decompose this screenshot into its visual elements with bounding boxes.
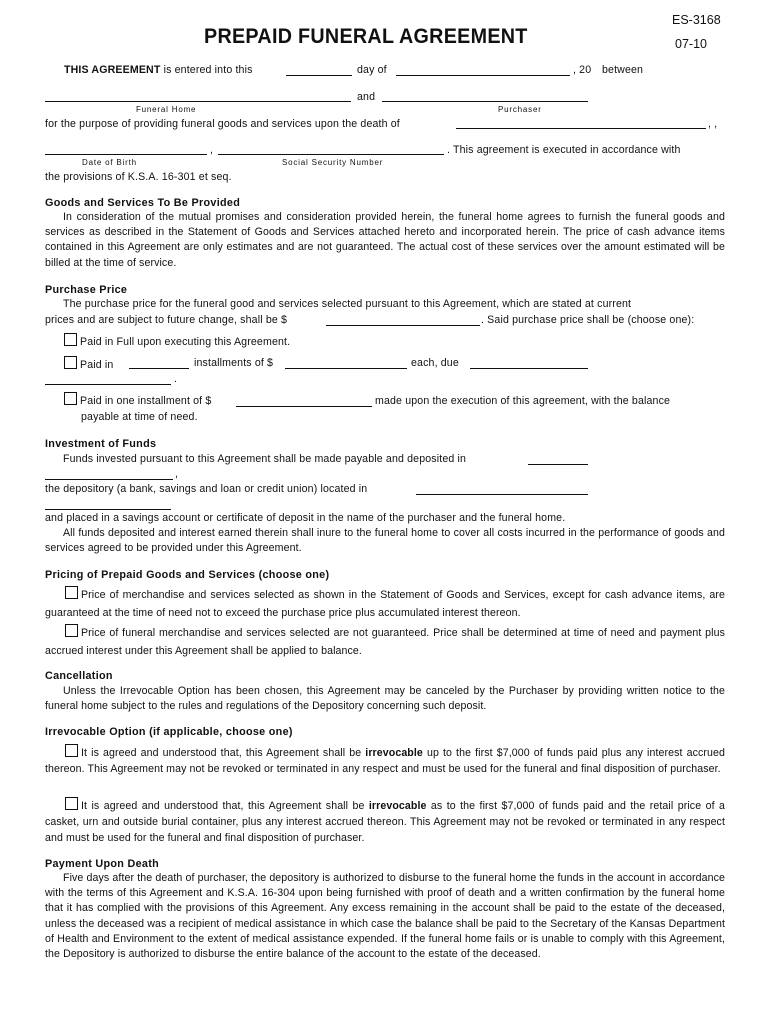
- purchaser-field[interactable]: [382, 101, 588, 102]
- funeral-home-field[interactable]: [45, 101, 351, 102]
- year-text: , 20: [573, 64, 592, 76]
- investment-line3: and placed in a savings account or certificate of deposit in the name of the purchaser and the funeral home.: [45, 512, 566, 524]
- paid-one-checkbox[interactable]: [64, 392, 77, 405]
- purchaser-label: Purchaser: [498, 105, 542, 114]
- paid-full-label: Paid in Full upon executing this Agreement.: [80, 336, 291, 348]
- paid-install-option: [64, 356, 113, 371]
- between-text: between: [602, 64, 644, 76]
- irrevocable-option-1: [45, 744, 725, 777]
- purchase-price-field[interactable]: [326, 325, 480, 326]
- pricing-guaranteed-checkbox[interactable]: [65, 586, 78, 599]
- intro-line: [64, 64, 253, 76]
- paid-one-option: [64, 392, 211, 407]
- purchase-price-heading: Purchase Price: [45, 284, 128, 296]
- installments-of-text: installments of $: [194, 357, 274, 369]
- agreement-label: THIS AGREEMENT: [64, 64, 161, 76]
- paid-one-text-c: payable at time of need.: [81, 411, 198, 423]
- dob-field[interactable]: [45, 154, 207, 155]
- installments-count-field[interactable]: [129, 368, 189, 369]
- pricing-option-2: [45, 624, 725, 660]
- irrevocable-option-2-text-a: It is agreed and understood that, this Agreement shall be: [81, 800, 365, 812]
- deceased-name-field[interactable]: [456, 128, 706, 129]
- page-title: PREPAID FUNERAL AGREEMENT: [204, 25, 528, 48]
- funeral-home-label: Funeral Home: [136, 105, 197, 114]
- comma-text-2: ,: [210, 144, 214, 156]
- investment-line4: All funds deposited and interest earned therein shall inure to the funeral home to cover all costs incurred in the performance of goods and services agreed to be provided under this Agreement.: [45, 527, 725, 555]
- depository-name-field[interactable]: [528, 464, 588, 465]
- installment-amount-field[interactable]: [285, 368, 407, 369]
- goods-heading: Goods and Services To Be Provided: [45, 197, 241, 209]
- period-text: .: [174, 373, 178, 385]
- one-installment-field[interactable]: [236, 406, 372, 407]
- irrevocable-option-1-text-a: It is agreed and understood that, this Agreement shall be: [81, 747, 362, 759]
- each-due-text: each, due: [411, 357, 459, 369]
- pricing-option-1: [45, 586, 725, 622]
- ssn-label: Social Security Number: [282, 158, 384, 167]
- irrevocable-option-2: [45, 797, 725, 847]
- paid-one-label: Paid in one installment of $: [80, 395, 212, 407]
- cancellation-text: Unless the Irrevocable Option has been chosen, this Agreement may be canceled by the Purchaser by providing written notice to the funeral home subject to the rules and regulations of the Depository concerning such deposit.: [45, 685, 725, 713]
- irrevocable-option-1-bold: irrevocable: [365, 747, 423, 759]
- pricing-heading: Pricing of Prepaid Goods and Services (choose one): [45, 569, 330, 581]
- goods-text: In consideration of the mutual promises and consideration provided herein, the funeral home agrees to furnish the funeral goods and services as described in the Statement of Goods and Services attached hereto and incorporated herein. The price of cash advance items contained in this Agreement are only estimates and are not guaranteed. The actual cost of these services over the amount estimated will be billed at the time of service.: [45, 211, 725, 269]
- and-text: and: [357, 91, 376, 103]
- purpose-text: for the purpose of providing funeral goods and services upon the death of: [45, 118, 400, 130]
- paid-install-label: Paid in: [80, 359, 114, 371]
- month-field[interactable]: [396, 75, 570, 76]
- payment-death-heading: Payment Upon Death: [45, 858, 159, 870]
- pricing-option-1-text: Price of merchandise and services selected as shown in the Statement of Goods and Services, except for cash advance items, are guaranteed at the time of need not to exceed the purchase price plus accumulated interest thereon.: [45, 589, 725, 619]
- investment-comma: ,: [175, 468, 179, 480]
- day-field[interactable]: [286, 75, 352, 76]
- ssn-field[interactable]: [218, 154, 444, 155]
- pricing-not-guaranteed-checkbox[interactable]: [65, 624, 78, 637]
- due-field-continued[interactable]: [45, 384, 171, 385]
- investment-line1: Funds invested pursuant to this Agreement shall be made payable and deposited in: [63, 453, 467, 465]
- paid-full-checkbox[interactable]: [64, 333, 77, 346]
- investment-line2: the depository (a bank, savings and loan or credit union) located in: [45, 483, 368, 495]
- due-field[interactable]: [470, 368, 588, 369]
- form-date: 07-10: [675, 37, 707, 51]
- paid-install-checkbox[interactable]: [64, 356, 77, 369]
- form-number: ES-3168: [672, 13, 721, 27]
- provisions-text: the provisions of K.S.A. 16-301 et seq.: [45, 171, 232, 183]
- paid-one-text-b: made upon the execution of this agreement, with the balance: [375, 395, 671, 407]
- irrevocable-option-1-text-b: up to the first $7,000 of funds paid plus any interest accrued thereon. This Agreement may not be revoked or terminated in any respect and must be used for the funeral and final disposition of purchaser.: [45, 747, 725, 776]
- irrevocable-heading: Irrevocable Option (if applicable, choose one): [45, 726, 293, 738]
- depository-location-field[interactable]: [416, 494, 588, 495]
- irrevocable-option-2-bold: irrevocable: [368, 800, 427, 812]
- investment-heading: Investment of Funds: [45, 438, 157, 450]
- cancellation-heading: Cancellation: [45, 670, 113, 682]
- dob-label: Date of Birth: [82, 158, 137, 167]
- irrevocable-casket-checkbox[interactable]: [65, 797, 78, 810]
- comma-text: , ,: [708, 118, 718, 130]
- payment-death-text: Five days after the death of purchaser, the depository is authorized to disburse to the funeral home the funds in the account in accordance with the terms of this Agreement and K.S.A. 16-304 upon being furnished with proof of death and a written confirmation by the funeral home that it has complied with the provisions of this Agreement. Any excess remaining in the account shall be paid to the estate of the deceased, unless the deceased was a recipient of medical assistance in which case the balance shall be paid to the Secretary of the Kansas Department of Health and Environment to the extent of medical assistance expended. If the funeral home fails or is unable to comply with this Agreement, the Depository is authorized to disburse the entire balance of the account to the estate of the deceased.: [45, 872, 725, 961]
- purchase-line1: The purchase price for the funeral good and services selected pursuant to this Agreement, which are stated at current: [63, 298, 632, 310]
- paid-full-option: [64, 333, 290, 348]
- executed-text: . This agreement is executed in accordance with: [447, 144, 681, 156]
- purchase-line2b: . Said purchase price shall be (choose one):: [481, 314, 695, 326]
- depository-name-field-continued[interactable]: [45, 479, 173, 480]
- day-of-text: day of: [357, 64, 387, 76]
- entered-text: is entered into this: [163, 64, 253, 76]
- pricing-option-2-text: Price of funeral merchandise and services selected are not guaranteed. Price shall be determined at time of need and payment plus accrued interest under this Agreement shall be applied to balance.: [45, 627, 725, 657]
- purchase-line2a: prices and are subject to future change, shall be $: [45, 314, 288, 326]
- irrevocable-7000-checkbox[interactable]: [65, 744, 78, 757]
- depository-location-field-continued[interactable]: [45, 509, 171, 510]
- irrevocable-option-2-text-b: as to the first $7,000 of funds paid and the retail price of a casket, urn and outside burial container, plus any interest accrued thereon. This Agreement may not be revoked or terminated in any respect and must be used for the funeral and final disposition of purchaser.: [45, 800, 726, 845]
